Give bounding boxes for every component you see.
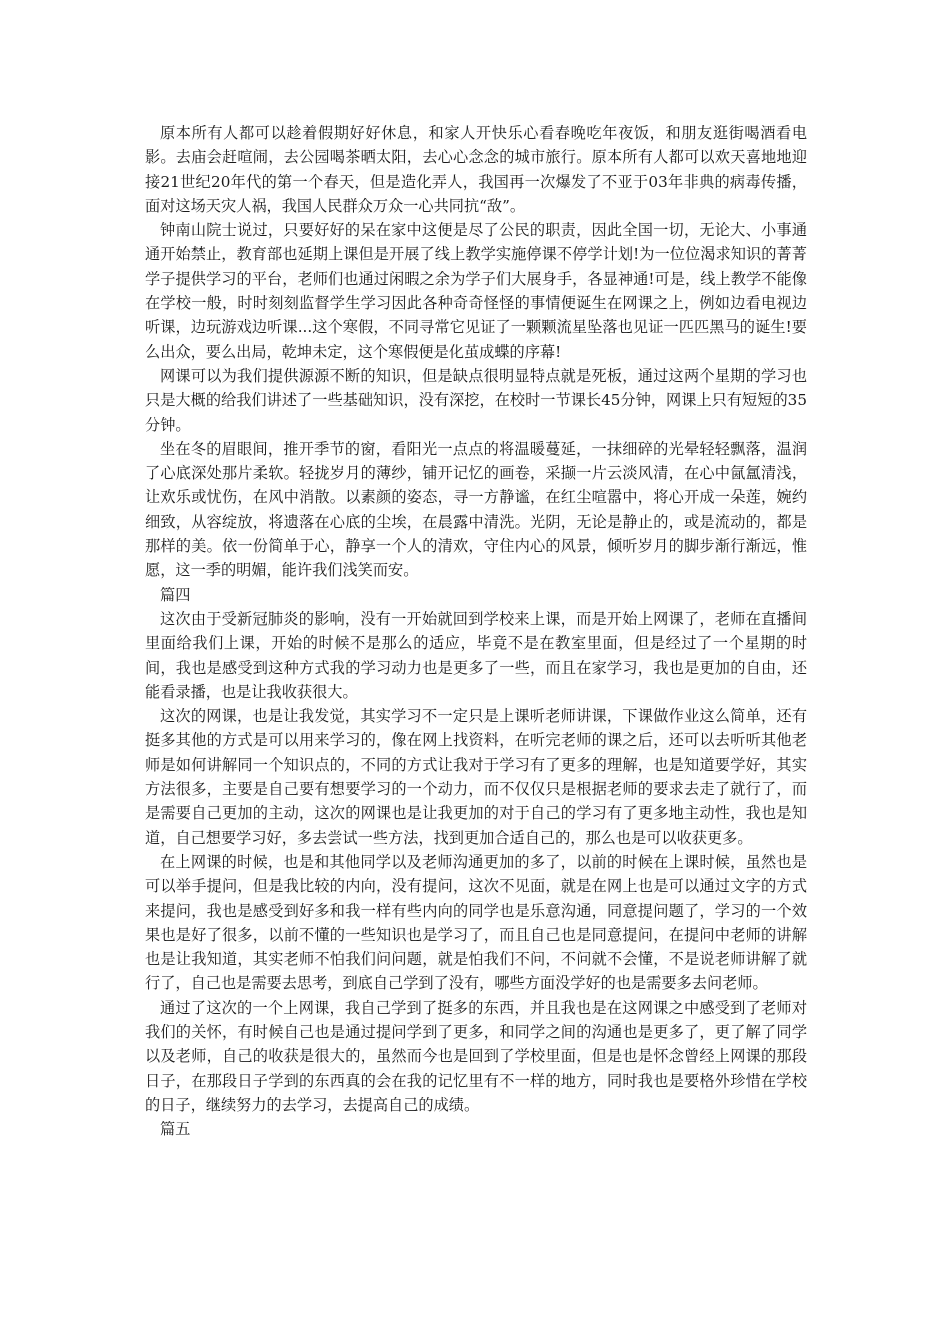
paragraph-four-1: 这次由于受新冠肺炎的影响，没有一开始就回到学校来上课，而是开始上网课了，老师在直播间里面给我们上课，开始的时候不是那么的适应，毕竟不是在教室里面，但是经过了一个星期的时间，我也是感受到这种方式我的学习动力也是更多了一些，而且在家学习，我也是更加的自由，还能看录播，也是让我收获很大。 [145,609,807,701]
paragraph-holiday: 原本所有人都可以趁着假期好好休息，和家人开快乐心看春晚吃年夜饭，和朋友逛街喝酒看电影。去庙会赶喧闹，去公园喝茶晒太阳，去心心念念的城市旅行。原本所有人都可以欢天喜地地迎接21世纪20年代的第一个春天，但是造化弄人，我国再一次爆发了不亚于03年非典的病毒传播，面对这场天灾人祸，我国人民群众万众一心共同抗“敌”。 [145,124,807,215]
document-body [145,121,807,1141]
section-heading-four: 篇四 [160,585,191,604]
paragraph-zhong-nanshan: 钟南山院士说过，只要好好的呆在家中这便是尽了公民的职责，因此全国一切，无论大、小事通通开始禁止，教育部也延期上课但是开展了线上教学实施停课不停学计划!为一位位渴求知识的菁菁学子提供学习的平台，老师们也通过闲暇之余为学子们大展身手，各显神通!可是，线上教学不能像在学校一般，时时刻刻监督学生学习因此各种奇奇怪怪的事情便诞生在网课之上，例如边看电视边听课，边玩游戏边听课...这个寒假，不同寻常它见证了一颗颗流星坠落也见证一匹匹黑马的诞生!要么出众，要么出局，乾坤未定，这个寒假便是化茧成蝶的序幕! [145,221,807,361]
paragraph-winter-reflection: 坐在冬的眉眼间，推开季节的窗，看阳光一点点的将温暖蔓延，一抹细碎的光晕轻轻飘落，温润了心底深处那片柔软。轻拢岁月的薄纱，铺开记忆的画卷，采撷一片云淡风清，在心中氤氲清浅，让欢乐或忧伤，在风中消散。以素颜的姿态，寻一方静谧，在红尘喧嚣中，将心开成一朵莲，婉约细致，从容绽放，将遗落在心底的尘埃，在晨露中清洗。光阴，无论是静止的，或是流动的，都是那样的美。依一份简单于心，静享一个人的清欢，守住内心的风景，倾听岁月的脚步渐行渐远，惟愿，这一季的明媚，能许我们浅笑而安。 [145,439,807,580]
paragraph-four-2: 这次的网课，也是让我发觉，其实学习不一定只是上课听老师讲课，下课做作业这么简单，还有挺多其他的方式是可以用来学习的，像在网上找资料，在听完老师的课之后，还可以去听听其他老师是如何讲解同一个知识点的，不同的方式让我对于学习有了更多的理解，也是知道要学好，其实方法很多，主要是自己要有想要学习的一个动力，而不仅仅只是根据老师的要求去走了就行了，而是需要自己更加的主动，这次的网课也是让我更加的对于自己的学习有了更多地主动性，我也是知道，自己想要学习好，多去尝试一些方法，找到更加合适自己的，那么也是可以收获更多。 [145,707,807,847]
paragraph-four-4: 通过了这次的一个上网课，我自己学到了挺多的东西，并且我也是在这网课之中感受到了老师对我们的关怀，有时候自己也是通过提问学到了更多，和同学之间的沟通也是更多了，更了解了同学以及老师，自己的收获是很大的，虽然而今也是回到了学校里面，但是也是怀念曾经上网课的那段日子，在那段日子学到的东西真的会在我的记忆里有不一样的地方，同时我也是要格外珍惜在学校的日子，继续努力的去学习，去提高自己的成绩。 [145,998,807,1114]
section-heading-five: 篇五 [160,1120,191,1139]
paragraph-online-class-drawbacks: 网课可以为我们提供源源不断的知识，但是缺点很明显特点就是死板，通过这两个星期的学习也只是大概的给我们讲述了一些基础知识，没有深挖，在校时一节课长45分钟，网课上只有短短的35分钟。 [145,366,807,434]
paragraph-four-3: 在上网课的时候，也是和其他同学以及老师沟通更加的多了，以前的时候在上课时候，虽然也是可以举手提问，但是我比较的内向，没有提问，这次不见面，就是在网上也是可以通过文字的方式来提问，我也是感受到好多和我一样有些内向的同学也是乐意沟通，同意提问题了，学习的一个效果也是好了很多，以前不懂的一些知识也是学习了，而且自己也是同意提问，在提问中老师的讲解也是让我知道，其实老师不怕我们问问题，就是怕我们不问，不问就不会懂，不是说老师讲解了就行了，自己也是需要去思考，到底自己学到了没有，哪些方面没学好的也是需要多去问老师。 [145,852,807,993]
